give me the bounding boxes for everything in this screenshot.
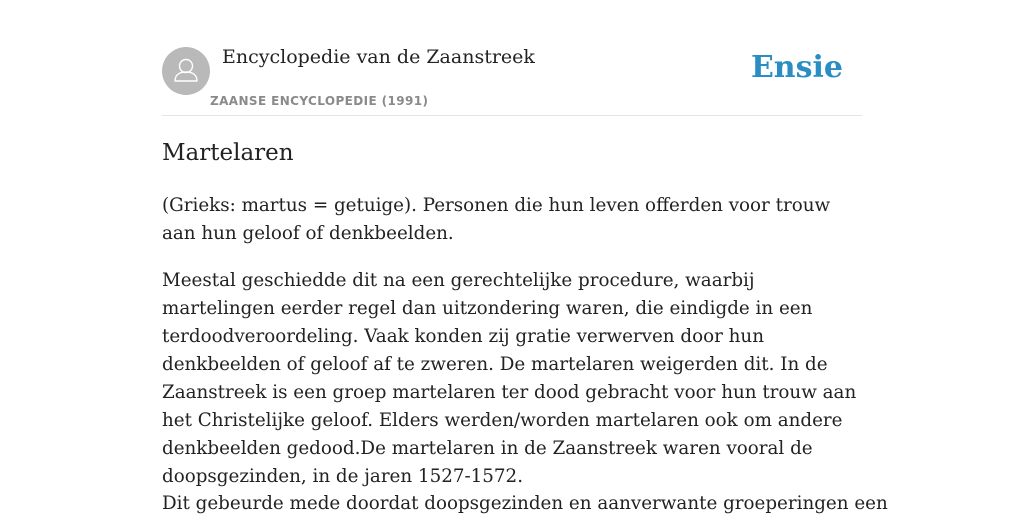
article-paragraph-2: Meestal geschiedde dit na een gerechtelijke procedure, waarbij martelingen eerder regel dan uitzondering waren, die eindigde in een terdoodveroordeling. Vaak konden zij gratie verwerven door hun denkbeelden of geloof af te zweren. De martelaren weigerden dit. In de Zaanstreek is een groep martelaren ter dood gebracht voor hun trouw aan het Christelijke geloof. Elders werden/worden martelaren ook om andere denkbeelden gedood.De martelaren in de Zaanstreek waren vooral de doopsgezinden, in de jaren 1527-1572. (162, 270, 857, 487)
source-subtitle: ZAANSE ENCYCLOPEDIE (1991) (210, 94, 429, 108)
article-paragraph-1: (Grieks: martus = getuige). Personen die hun leven offerden voor trouw aan hun geloof of denkbeelden. (162, 195, 831, 244)
user-placeholder-icon (162, 47, 210, 95)
article-paragraph-3: Dit gebeurde mede doordat doopsgezinden en aanverwante groeperingen een (162, 493, 888, 514)
article-title: Martelaren (162, 140, 294, 166)
ensie-logo[interactable]: Ensie (750, 50, 843, 85)
source-header (162, 0, 862, 116)
source-title[interactable]: Encyclopedie van de Zaanstreek (222, 46, 535, 68)
page-container (162, 0, 888, 514)
